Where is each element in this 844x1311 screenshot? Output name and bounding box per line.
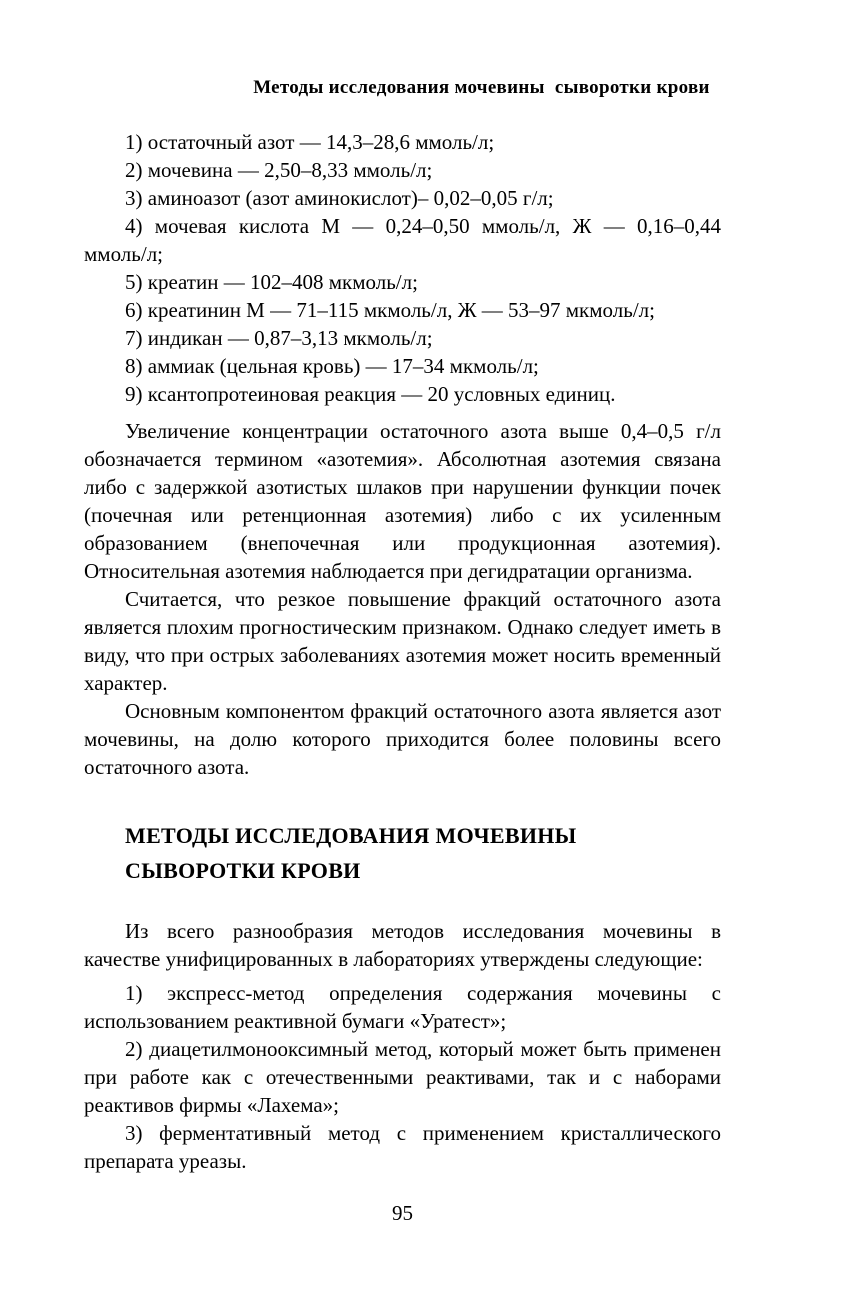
list-item-express-method: 1) экспресс-метод определения содержания мочевины с использованием реактивной бумаги «Уратест»;	[84, 981, 721, 1033]
list-item-residual-nitrogen: 1) остаточный азот — 14,3–28,6 ммоль/л;	[125, 130, 495, 154]
list-item-uric-acid: 4) мочевая кислота М — 0,24–0,50 ммоль/л, Ж — 0,16–0,44 ммоль/л;	[84, 214, 721, 266]
paragraph-urea-nitrogen: Основным компонентом фракций остаточного азота является азот мочевины, на долю которого приходится более половины всего остаточного азота.	[84, 699, 721, 779]
page-content	[84, 128, 721, 1175]
list-item-creatine: 5) креатин — 102–408 мкмоль/л;	[125, 270, 418, 294]
paragraph-methods-intro: Из всего разнообразия методов исследования мочевины в качестве унифицированных в лабораториях утверждены следующие:	[84, 919, 721, 971]
section-heading-line1: МЕТОДЫ ИССЛЕДОВАНИЯ МОЧЕВИНЫ	[125, 823, 577, 848]
running-head: Методы исследования мочевины сыворотки крови	[253, 77, 710, 98]
normal-values-list	[84, 128, 721, 408]
list-item-indican: 7) индикан — 0,87–3,13 мкмоль/л;	[125, 326, 433, 350]
section-heading	[125, 818, 721, 888]
list-item-xanthoprotein: 9) ксантопротеиновая реакция — 20 условных единиц.	[125, 382, 616, 406]
list-item-diacetylmonoxime-method: 2) диацетилмонооксимный метод, который может быть применен при работе как с отечественными реактивами, так и с наборами реактивов фирмы «Лахема»;	[84, 1037, 721, 1117]
paragraph-azotemia: Увеличение концентрации остаточного азота выше 0,4–0,5 г/л обозначается термином «азотемия». Абсолютная азотемия связана либо с задержкой азотистых шлаков при нарушении функции почек (почечная или ретенционная азотемия) либо с их усиленным образованием (внепочечная или продукционная азотемия). Относительная азотемия наблюдается при дегидратации организма.	[84, 419, 721, 583]
list-item-ammonia: 8) аммиак (цельная кровь) — 17–34 мкмоль/л;	[125, 354, 539, 378]
list-item-amino-nitrogen: 3) аминоазот (азот аминокислот)– 0,02–0,05 г/л;	[125, 186, 554, 210]
list-item-enzymatic-method: 3) ферментативный метод с применением кристаллического препарата уреазы.	[84, 1121, 721, 1173]
page-number: 95	[392, 1201, 413, 1225]
list-item-urea: 2) мочевина — 2,50–8,33 ммоль/л;	[125, 158, 433, 182]
methods-list	[84, 979, 721, 1175]
paragraph-prognosis: Считается, что резкое повышение фракций остаточного азота является плохим прогностическим признаком. Однако следует иметь в виду, что при острых заболеваниях азотемия может носить временный характер.	[84, 587, 721, 695]
list-item-creatinine: 6) креатинин М — 71–115 мкмоль/л, Ж — 53–97 мкмоль/л;	[125, 298, 655, 322]
section-heading-line2: СЫВОРОТКИ КРОВИ	[125, 858, 361, 883]
